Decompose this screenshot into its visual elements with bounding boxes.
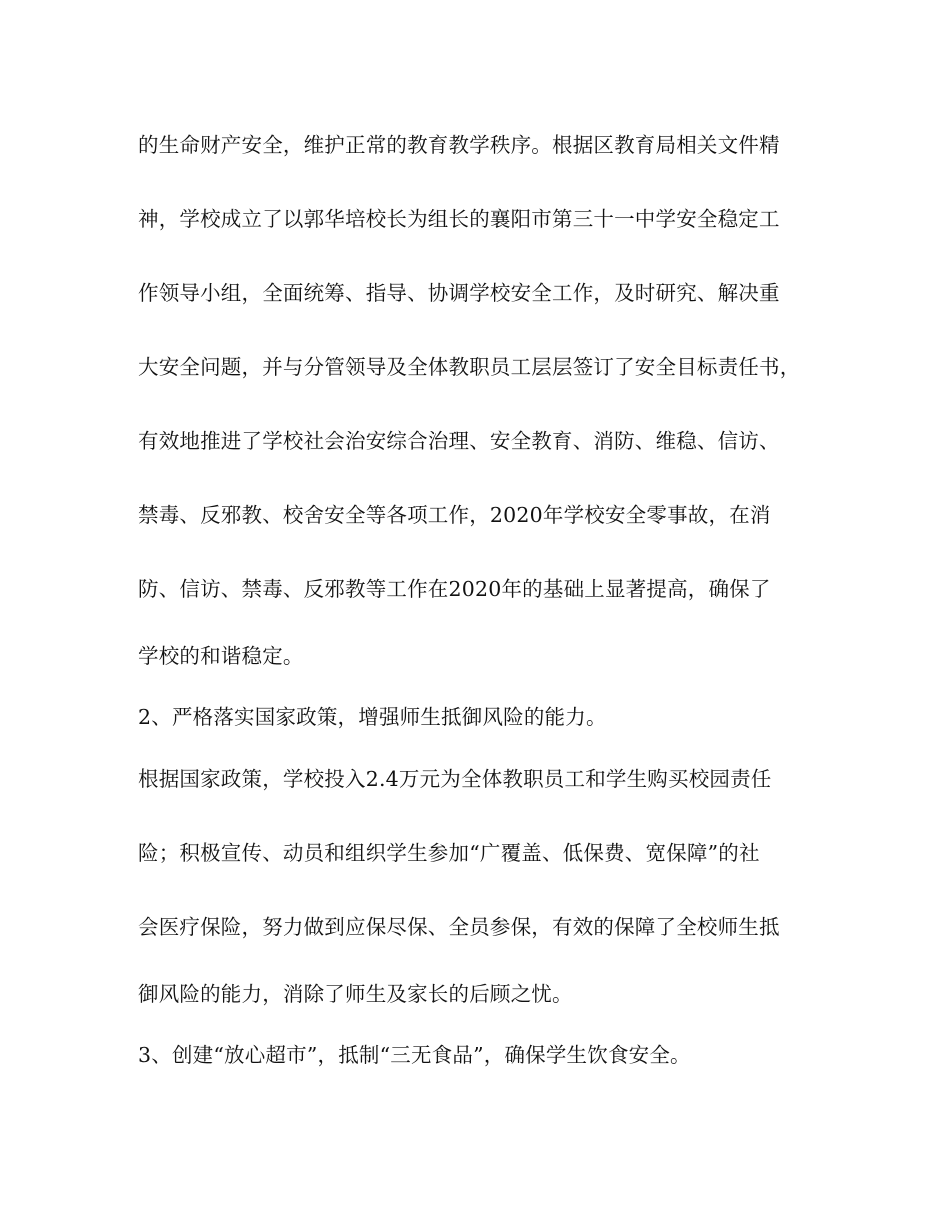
paragraph-line-3: 作领导小组，全面统筹、指导、协调学校安全工作，及时研究、解决重 bbox=[138, 281, 780, 305]
paragraph-line-2: 神，学校成立了以郭华培校长为组长的襄阳市第三十一中学安全稳定工 bbox=[138, 207, 780, 231]
paragraph-line-5: 有效地推进了学校社会治安综合治理、安全教育、消防、维稳、信访、 bbox=[138, 429, 780, 453]
paragraph-line-11: 会医疗保险，努力做到应保尽保、全员参保，有效的保障了全校师生抵 bbox=[138, 915, 780, 939]
paragraph-line-8: 学校的和谐稳定。 bbox=[138, 644, 304, 668]
paragraph-line-7: 防、信访、禁毒、反邪教等工作在2020年的基础上显著提高，确保了 bbox=[138, 577, 771, 601]
paragraph-line-9: 根据国家政策，学校投入2.4万元为全体教职员工和学生购买校园责任 bbox=[138, 767, 772, 791]
section-heading-2: 2、严格落实国家政策，增强师生抵御风险的能力。 bbox=[138, 705, 607, 729]
paragraph-line-12: 御风险的能力，消除了师生及家长的后顾之忧。 bbox=[138, 982, 573, 1006]
paragraph-line-1: 的生命财产安全，维护正常的教育教学秩序。根据区教育局相关文件精 bbox=[138, 133, 780, 157]
paragraph-line-10: 险；积极宣传、动员和组织学生参加“广覆盖、低保费、宽保障”的社 bbox=[138, 841, 760, 865]
paragraph-line-4: 大安全问题，并与分管领导及全体教职员工层层签订了安全目标责任书， bbox=[138, 355, 801, 379]
paragraph-line-6: 禁毒、反邪教、校舍安全等各项工作，2020年学校安全零事故，在消 bbox=[138, 503, 771, 527]
section-heading-3: 3、创建“放心超市”，抵制“三无食品”，确保学生饮食安全。 bbox=[138, 1043, 691, 1067]
